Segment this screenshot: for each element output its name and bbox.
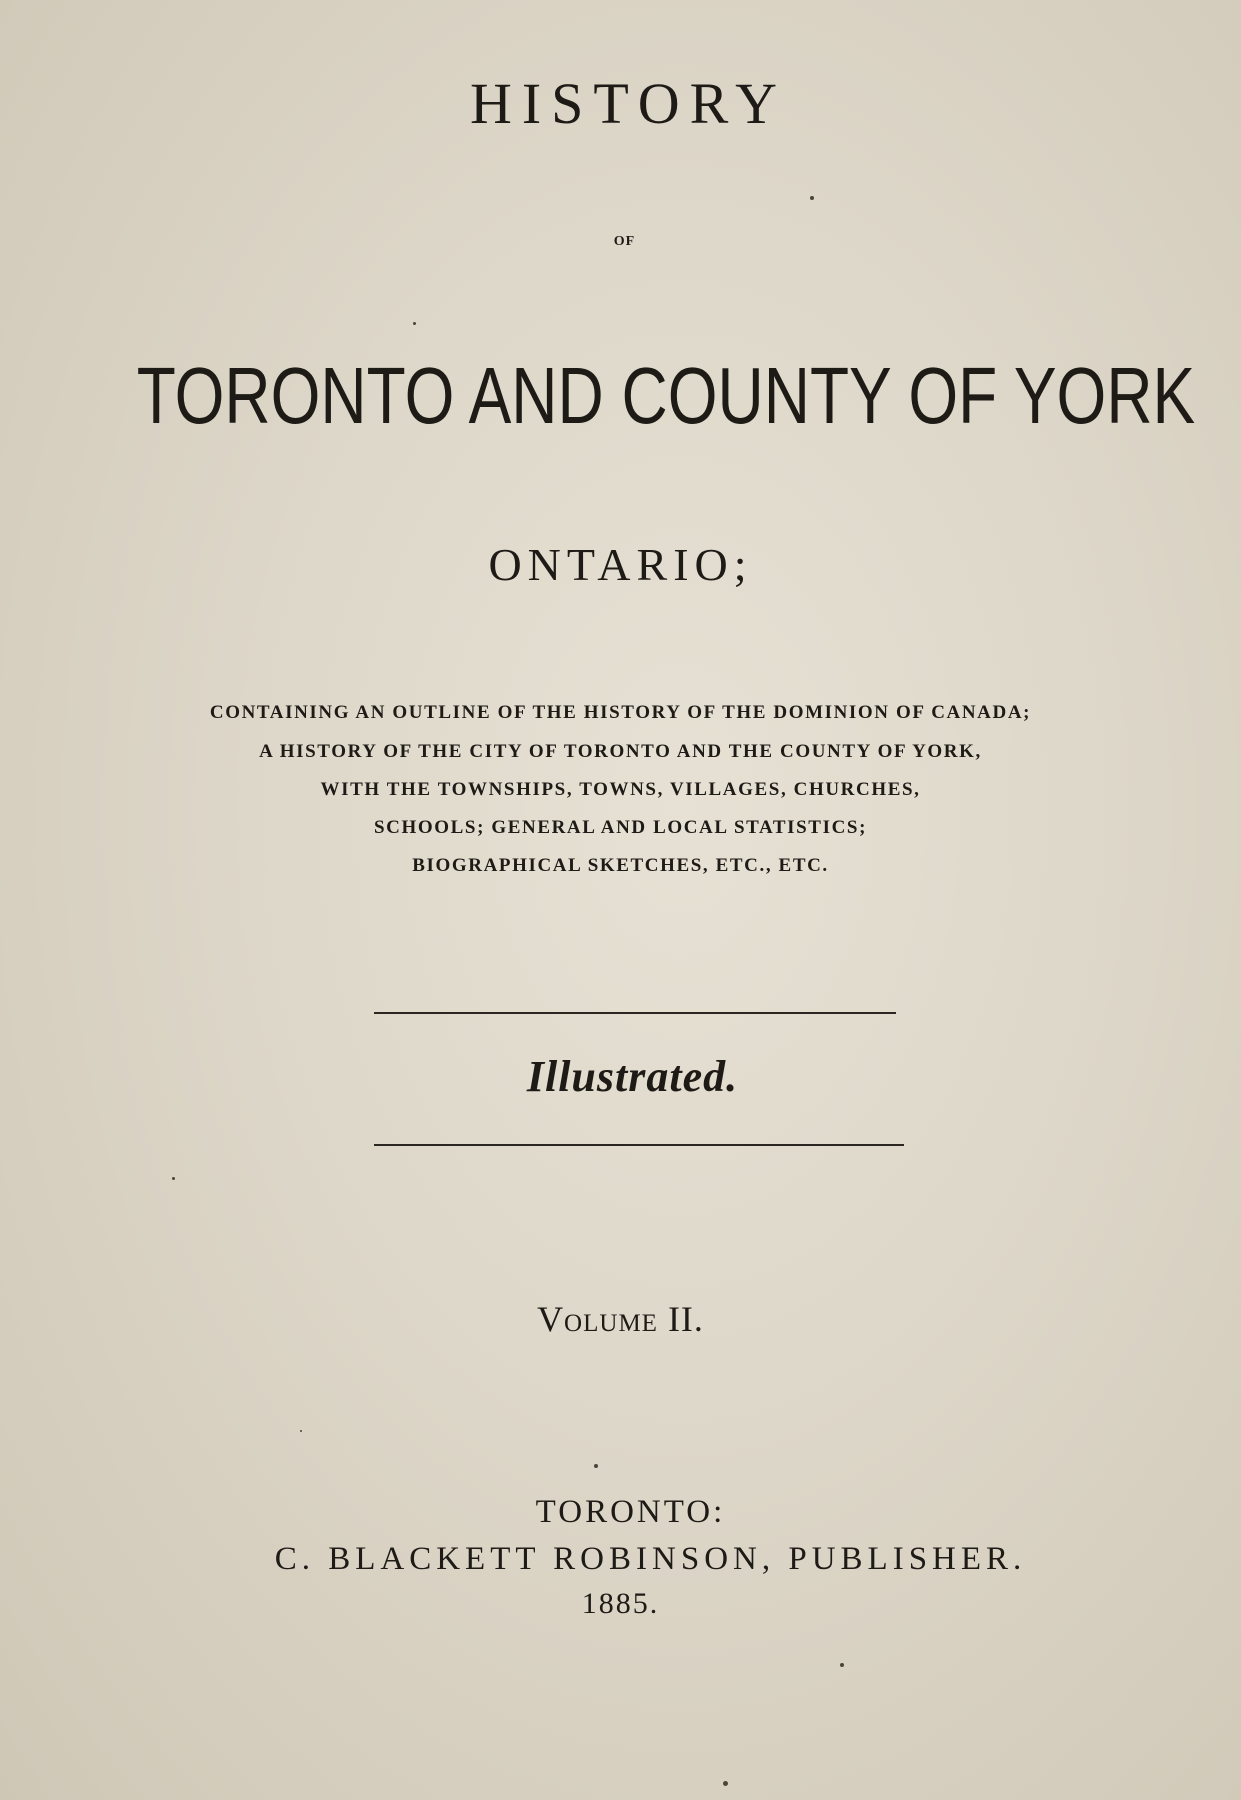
divider-rule-top <box>374 1012 896 1014</box>
divider-rule-bottom <box>374 1144 904 1146</box>
main-title: TORONTO AND COUNTY OF YORK <box>136 351 1196 440</box>
paper-speck <box>840 1663 844 1667</box>
subtitle-line: CONTAINING AN OUTLINE OF THE HISTORY OF THE DOMINION OF CANADA; <box>209 702 1032 723</box>
illustrated-label: Illustrated. <box>526 1052 739 1101</box>
title-of: OF <box>613 234 636 249</box>
paper-speck <box>300 1430 302 1432</box>
subtitle-line: BIOGRAPHICAL SKETCHES, ETC., ETC. <box>412 855 829 876</box>
subtitle-line: SCHOOLS; GENERAL AND LOCAL STATISTICS; <box>374 817 867 838</box>
subtitle-line: A HISTORY OF THE CITY OF TORONTO AND THE COUNTY OF YORK, <box>259 741 982 762</box>
subtitle-line: WITH THE TOWNSHIPS, TOWNS, VILLAGES, CHURCHES, <box>320 779 921 800</box>
imprint-publisher: C. BLACKETT ROBINSON, PUBLISHER. <box>274 1541 1027 1577</box>
paper-speck <box>172 1177 175 1180</box>
volume-label: Volume II. <box>537 1299 704 1339</box>
paper-speck <box>723 1781 728 1786</box>
imprint-year: 1885. <box>581 1587 660 1620</box>
paper-speck <box>594 1464 598 1468</box>
province-title: ONTARIO; <box>488 539 753 590</box>
paper-speck <box>413 322 416 325</box>
imprint-city: TORONTO: <box>535 1494 726 1530</box>
paper-speck <box>810 196 814 200</box>
title-history: HISTORY <box>469 71 788 136</box>
